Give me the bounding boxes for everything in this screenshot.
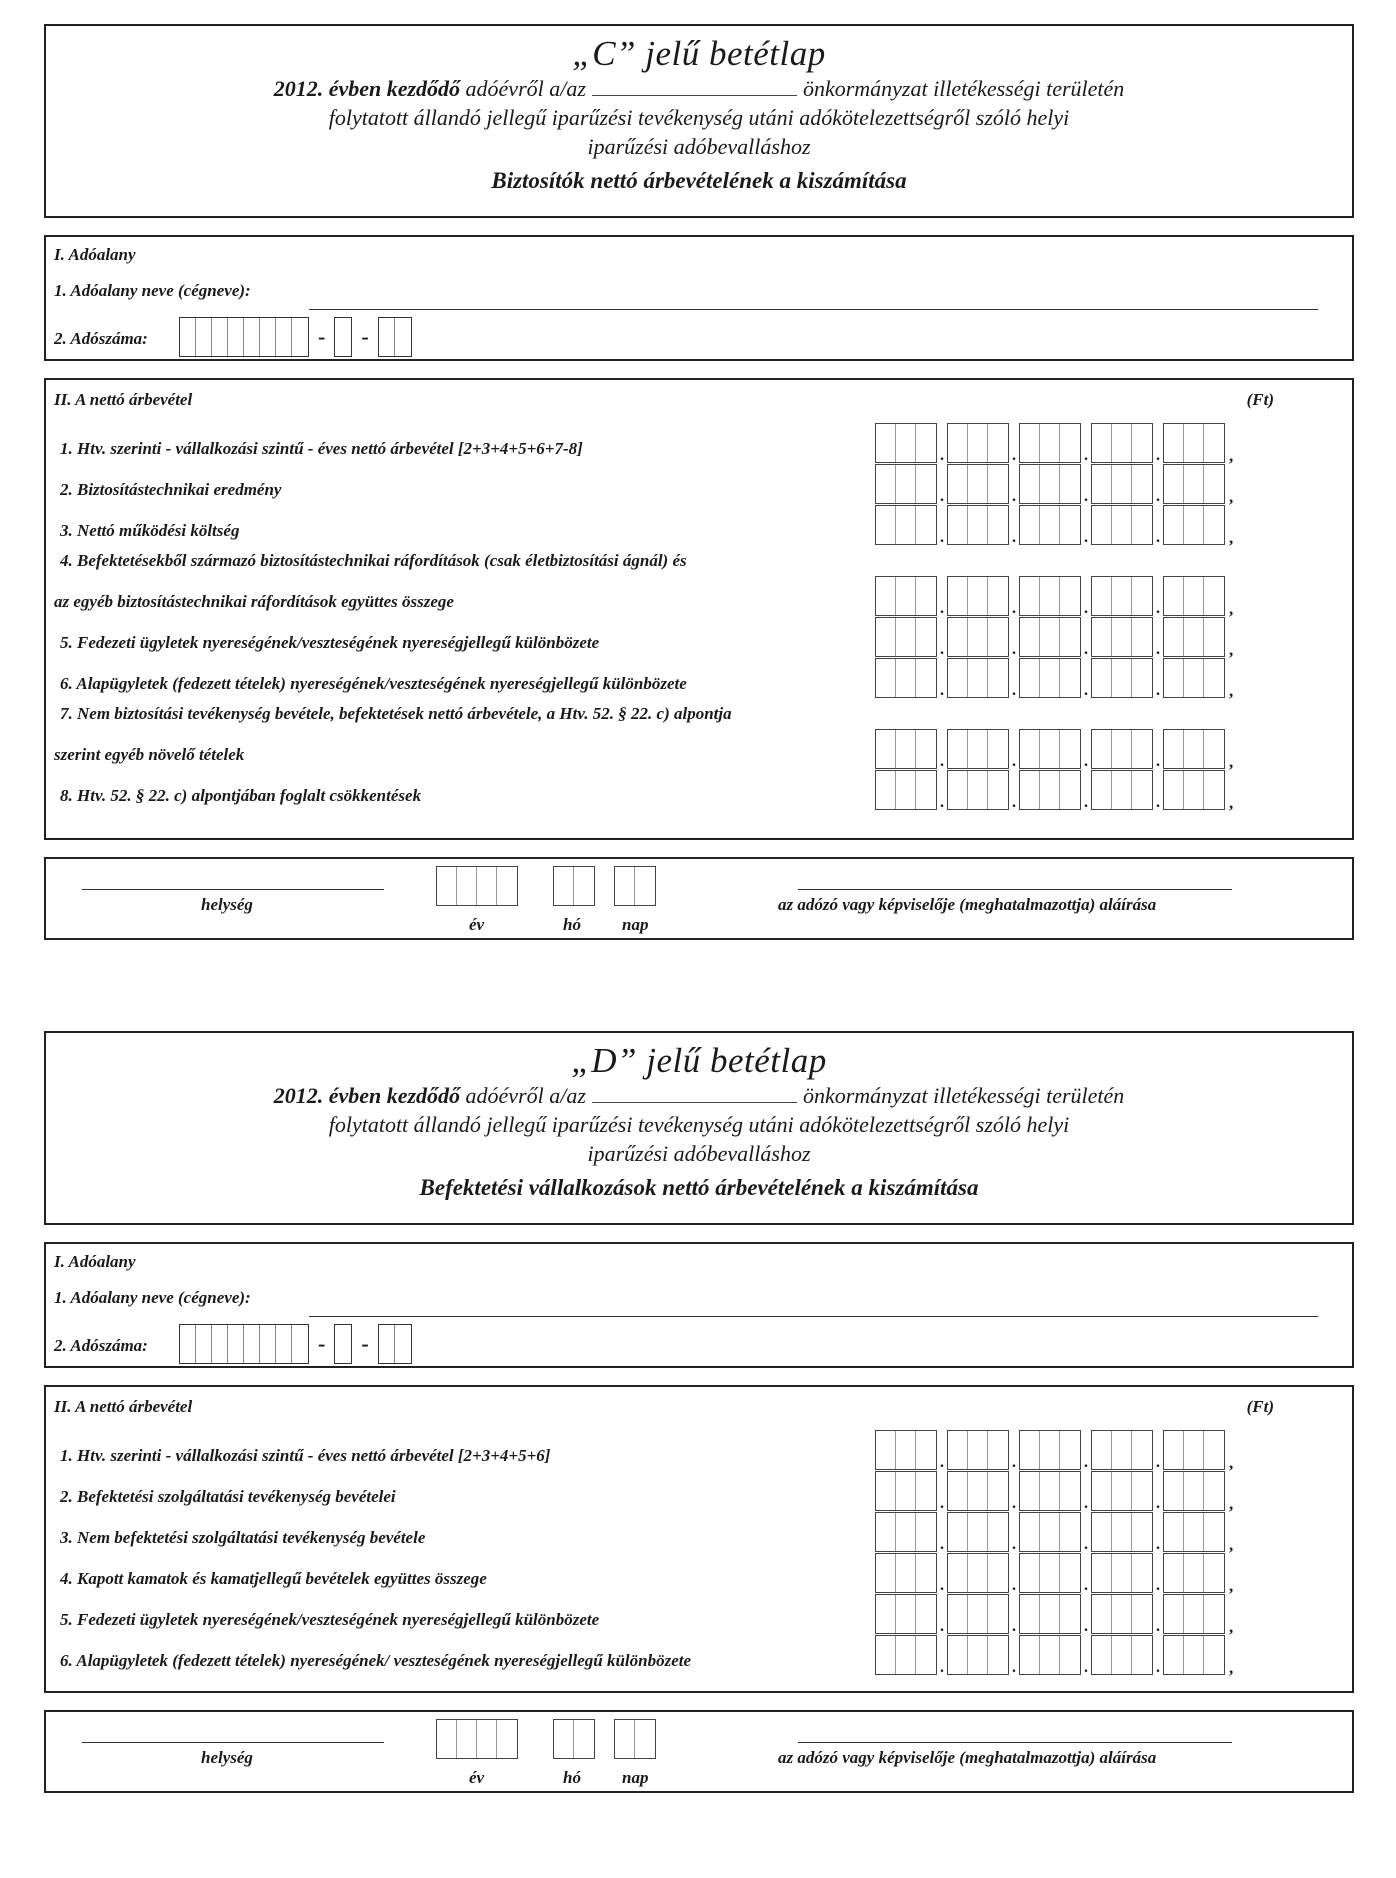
- thousands-separator: .: [1084, 1536, 1088, 1553]
- thousands-separator: .: [1084, 1577, 1088, 1594]
- place-field[interactable]: [82, 889, 384, 891]
- revenue-row: [46, 423, 1352, 463]
- digit-group[interactable]: [947, 770, 1009, 810]
- row-label: 6. Alapügyletek (fedezett tételek) nyereségének/ veszteségének nyereségjellegű különbözete: [60, 1651, 692, 1670]
- name-field[interactable]: [309, 1315, 1318, 1317]
- decimal-comma: ,: [1229, 1576, 1234, 1595]
- digit-group[interactable]: [1019, 770, 1081, 810]
- signature-section: [44, 857, 1354, 940]
- digit-group[interactable]: [875, 1594, 937, 1634]
- thousands-separator: .: [1156, 1536, 1160, 1553]
- amount-input[interactable]: [875, 1553, 1233, 1593]
- digit-group[interactable]: [1163, 464, 1225, 504]
- thousands-separator: .: [1156, 1659, 1160, 1676]
- thousands-separator: .: [1084, 1495, 1088, 1512]
- amount-input[interactable]: [875, 617, 1233, 657]
- thousands-separator: .: [1156, 794, 1160, 811]
- thousands-separator: .: [1012, 1659, 1016, 1676]
- digit-group[interactable]: [1163, 576, 1225, 616]
- row-label-continued: szerint egyéb növelő tételek: [54, 745, 245, 764]
- revenue-row: [46, 688, 1352, 728]
- thousands-separator: .: [1084, 447, 1088, 464]
- digit-group[interactable]: [1019, 464, 1081, 504]
- day-input[interactable]: [614, 1719, 656, 1759]
- thousands-separator: .: [1156, 529, 1160, 546]
- taxnum-label: 2. Adószáma:: [54, 1336, 148, 1355]
- row-label: 2. Biztosítástechnikai eredmény: [60, 480, 282, 499]
- digit-group[interactable]: [1019, 1430, 1081, 1470]
- digit-group[interactable]: [1019, 1471, 1081, 1511]
- thousands-separator: .: [1012, 600, 1016, 617]
- thousands-separator: .: [1084, 641, 1088, 658]
- thousands-separator: .: [1156, 641, 1160, 658]
- digit-group[interactable]: [1163, 1430, 1225, 1470]
- revenue-row: [46, 770, 1352, 810]
- taxnum-cells[interactable]: [179, 317, 309, 357]
- form-d: [44, 1031, 1354, 1793]
- section-title: II. A nettó árbevétel: [54, 1397, 193, 1416]
- thousands-separator: .: [1084, 1659, 1088, 1676]
- header-line-3: iparűzési adóbevalláshoz: [587, 134, 811, 159]
- form-title: „D” jelű betétlap: [571, 1041, 827, 1080]
- place-label: helység: [201, 1748, 253, 1767]
- digit-group[interactable]: [875, 464, 937, 504]
- thousands-separator: .: [940, 641, 944, 658]
- thousands-separator: .: [940, 600, 944, 617]
- row-label: 2. Befektetési szolgáltatási tevékenység bevételei: [60, 1487, 396, 1506]
- header-text: önkormányzat illetékességi területén: [802, 76, 1125, 101]
- thousands-separator: .: [1084, 753, 1088, 770]
- municipality-field[interactable]: [592, 1082, 797, 1103]
- digit-group[interactable]: [875, 576, 937, 616]
- thousands-separator: .: [1084, 488, 1088, 505]
- thousands-separator: .: [1012, 1454, 1016, 1471]
- thousands-separator: .: [1156, 1618, 1160, 1635]
- thousands-separator: .: [940, 488, 944, 505]
- revenue-row: [46, 1553, 1352, 1593]
- digit-group[interactable]: [1163, 617, 1225, 657]
- row-label: 6. Alapügyletek (fedezett tételek) nyereségének/veszteségének nyereségjellegű különbözete: [60, 674, 687, 693]
- digit-group[interactable]: [1091, 1512, 1153, 1552]
- decimal-comma: ,: [1229, 1535, 1234, 1554]
- decimal-comma: ,: [1229, 681, 1234, 700]
- revenue-row: [46, 617, 1352, 657]
- decimal-comma: ,: [1229, 752, 1234, 771]
- row-label: 3. Nem befektetési szolgáltatási tevékenység bevétele: [60, 1528, 426, 1547]
- thousands-separator: .: [1156, 753, 1160, 770]
- thousands-separator: .: [1012, 529, 1016, 546]
- taxnum-cells[interactable]: [179, 1324, 309, 1364]
- digit-group[interactable]: [1019, 1594, 1081, 1634]
- row-label: 1. Htv. szerinti - vállalkozási szintű - éves nettó árbevétel [2+3+4+5+6+7-8]: [60, 439, 583, 458]
- amount-input[interactable]: [875, 729, 1233, 769]
- digit-group[interactable]: [1019, 1512, 1081, 1552]
- name-field[interactable]: [309, 308, 1318, 310]
- signature-field[interactable]: [798, 889, 1232, 891]
- thousands-separator: .: [940, 1536, 944, 1553]
- dash: -: [318, 1331, 326, 1356]
- year-input[interactable]: [436, 1719, 518, 1759]
- header-text: adóévről a/az: [465, 1083, 586, 1108]
- taxnum-label: 2. Adószáma:: [54, 329, 148, 348]
- thousands-separator: .: [1084, 600, 1088, 617]
- decimal-comma: ,: [1229, 599, 1234, 618]
- thousands-separator: .: [1084, 1454, 1088, 1471]
- digit-group[interactable]: [875, 617, 937, 657]
- amount-input[interactable]: [875, 1471, 1233, 1511]
- form-title: „C” jelű betétlap: [572, 34, 826, 73]
- row-label: 5. Fedezeti ügyletek nyereségének/veszteségének nyereségjellegű különbözete: [60, 1610, 600, 1629]
- digit-group[interactable]: [875, 1512, 937, 1552]
- digit-group[interactable]: [1019, 576, 1081, 616]
- decimal-comma: ,: [1229, 793, 1234, 812]
- thousands-separator: .: [1012, 753, 1016, 770]
- year-label: év: [469, 915, 485, 934]
- thousands-separator: .: [1012, 1536, 1016, 1553]
- thousands-separator: .: [1012, 1495, 1016, 1512]
- thousands-separator: .: [1012, 488, 1016, 505]
- thousands-separator: .: [1156, 682, 1160, 699]
- digit-group[interactable]: [1019, 729, 1081, 769]
- digit-group[interactable]: [1163, 423, 1225, 463]
- header-line-1: [46, 74, 1352, 103]
- digit-group[interactable]: [1019, 1553, 1081, 1593]
- header-line-1: [46, 1081, 1352, 1110]
- header-line-2: folytatott állandó jellegű iparűzési tevékenység utáni adókötelezettségről szóló helyi: [328, 1112, 1070, 1137]
- header-text: önkormányzat illetékességi területén: [802, 1083, 1125, 1108]
- thousands-separator: .: [1156, 1577, 1160, 1594]
- revenue-row: [46, 1594, 1352, 1634]
- thousands-separator: .: [940, 1454, 944, 1471]
- name-label: 1. Adóalany neve (cégneve):: [54, 281, 251, 300]
- taxnum-cells[interactable]: [378, 1324, 412, 1364]
- digit-group[interactable]: [875, 729, 937, 769]
- revenue-section: [44, 1385, 1354, 1693]
- amount-input[interactable]: [875, 1594, 1233, 1634]
- thousands-separator: .: [1084, 529, 1088, 546]
- digit-group[interactable]: [1091, 1594, 1153, 1634]
- decimal-comma: ,: [1229, 446, 1234, 465]
- thousands-separator: .: [1012, 682, 1016, 699]
- thousands-separator: .: [1156, 1495, 1160, 1512]
- revenue-row: [46, 1430, 1352, 1470]
- revenue-row: [46, 729, 1352, 769]
- digit-group[interactable]: [875, 1553, 937, 1593]
- amount-input[interactable]: [875, 576, 1233, 616]
- thousands-separator: .: [940, 529, 944, 546]
- digit-group[interactable]: [947, 423, 1009, 463]
- digit-group[interactable]: [1091, 1430, 1153, 1470]
- row-label-continued: az egyéb biztosítástechnikai ráfordítások együttes összege: [54, 592, 454, 611]
- digit-group[interactable]: [1163, 770, 1225, 810]
- digit-group[interactable]: [1091, 464, 1153, 504]
- revenue-section: [44, 378, 1354, 840]
- digit-group[interactable]: [1163, 1594, 1225, 1634]
- dash: -: [361, 1331, 369, 1356]
- decimal-comma: ,: [1229, 1453, 1234, 1472]
- day-label: nap: [622, 915, 649, 934]
- digit-group[interactable]: [947, 1553, 1009, 1593]
- amount-input[interactable]: [875, 1430, 1233, 1470]
- section-title: II. A nettó árbevétel: [54, 390, 193, 409]
- thousands-separator: .: [940, 682, 944, 699]
- row-label: 8. Htv. 52. § 22. c) alpontjában foglalt csökkentések: [60, 786, 422, 805]
- thousands-separator: .: [1156, 488, 1160, 505]
- digit-group[interactable]: [875, 1471, 937, 1511]
- digit-group[interactable]: [1091, 770, 1153, 810]
- digit-group[interactable]: [1019, 1635, 1081, 1675]
- revenue-row: [46, 464, 1352, 504]
- thousands-separator: .: [940, 1618, 944, 1635]
- digit-group[interactable]: [947, 1512, 1009, 1552]
- row-label: 1. Htv. szerinti - vállalkozási szintű - éves nettó árbevétel [2+3+4+5+6]: [60, 1446, 551, 1465]
- digit-group[interactable]: [1091, 423, 1153, 463]
- thousands-separator: .: [940, 447, 944, 464]
- revenue-row: [46, 535, 1352, 575]
- digit-group[interactable]: [1019, 423, 1081, 463]
- taxnum-field[interactable]: [179, 317, 412, 357]
- thousands-separator: .: [1084, 794, 1088, 811]
- decimal-comma: ,: [1229, 1617, 1234, 1636]
- taxnum-cells[interactable]: [378, 317, 412, 357]
- signature-label: az adózó vagy képviselője (meghatalmazottja) aláírása: [778, 1748, 1157, 1767]
- digit-group[interactable]: [947, 617, 1009, 657]
- form-header: [44, 24, 1354, 218]
- taxnum-field[interactable]: [179, 1324, 412, 1364]
- decimal-comma: ,: [1229, 487, 1234, 506]
- name-label: 1. Adóalany neve (cégneve):: [54, 1288, 251, 1307]
- signature-label: az adózó vagy képviselője (meghatalmazottja) aláírása: [778, 895, 1157, 914]
- revenue-row: [46, 1471, 1352, 1511]
- year-text: 2012. évben kezdődő: [273, 1083, 461, 1108]
- signature-section: [44, 1710, 1354, 1793]
- revenue-row: [46, 1635, 1352, 1675]
- thousands-separator: .: [1012, 1618, 1016, 1635]
- digit-group[interactable]: [1091, 576, 1153, 616]
- digit-group[interactable]: [1019, 617, 1081, 657]
- digit-group[interactable]: [947, 576, 1009, 616]
- amount-input[interactable]: [875, 770, 1233, 810]
- thousands-separator: .: [1084, 682, 1088, 699]
- section-title: I. Adóalany: [54, 1252, 136, 1271]
- digit-group[interactable]: [1091, 1553, 1153, 1593]
- row-label: 4. Befektetésekből származó biztosítástechnikai ráfordítások (csak életbiztosítási ágnál) és: [60, 551, 687, 570]
- digit-group[interactable]: [1091, 1635, 1153, 1675]
- digit-group[interactable]: [947, 1430, 1009, 1470]
- decimal-comma: ,: [1229, 1494, 1234, 1513]
- digit-group[interactable]: [875, 770, 937, 810]
- section-title: I. Adóalany: [54, 245, 136, 264]
- thousands-separator: .: [1012, 794, 1016, 811]
- digit-group[interactable]: [875, 1430, 937, 1470]
- row-label: 4. Kapott kamatok és kamatjellegű bevételek együttes összege: [60, 1569, 487, 1588]
- header-line-2: folytatott állandó jellegű iparűzési tevékenység utáni adókötelezettségről szóló helyi: [328, 105, 1070, 130]
- taxnum-cells[interactable]: [334, 1324, 352, 1364]
- digit-group[interactable]: [1163, 729, 1225, 769]
- decimal-comma: ,: [1229, 528, 1234, 547]
- amount-input[interactable]: [875, 423, 1233, 463]
- row-label: 3. Nettó működési költség: [60, 521, 240, 540]
- digit-group[interactable]: [1163, 1553, 1225, 1593]
- digit-group[interactable]: [1163, 1512, 1225, 1552]
- taxpayer-section: [44, 1242, 1354, 1368]
- decimal-comma: ,: [1229, 1658, 1234, 1677]
- header-text: adóévről a/az: [465, 76, 586, 101]
- year-input[interactable]: [436, 866, 518, 906]
- dash: -: [361, 324, 369, 349]
- thousands-separator: .: [1156, 447, 1160, 464]
- revenue-row: [46, 1512, 1352, 1552]
- month-label: hó: [563, 1768, 581, 1787]
- decimal-comma: ,: [1229, 640, 1234, 659]
- month-input[interactable]: [553, 1719, 595, 1759]
- amount-input[interactable]: [875, 464, 1233, 504]
- thousands-separator: .: [940, 794, 944, 811]
- thousands-separator: .: [1012, 447, 1016, 464]
- form-c: [44, 24, 1354, 940]
- thousands-separator: .: [1156, 600, 1160, 617]
- thousands-separator: .: [1084, 1618, 1088, 1635]
- thousands-separator: .: [1012, 641, 1016, 658]
- day-label: nap: [622, 1768, 649, 1787]
- row-label: 5. Fedezeti ügyletek nyereségének/veszteségének nyereségjellegű különbözete: [60, 633, 600, 652]
- digit-group[interactable]: [1091, 729, 1153, 769]
- thousands-separator: .: [940, 753, 944, 770]
- digit-group[interactable]: [947, 729, 1009, 769]
- amount-input[interactable]: [875, 1512, 1233, 1552]
- year-text: 2012. évben kezdődő: [273, 76, 461, 101]
- place-field[interactable]: [82, 1742, 384, 1744]
- thousands-separator: .: [940, 1577, 944, 1594]
- revenue-row: [46, 576, 1352, 616]
- dash: -: [318, 324, 326, 349]
- digit-group[interactable]: [947, 464, 1009, 504]
- amount-input[interactable]: [875, 1635, 1233, 1675]
- day-input[interactable]: [614, 866, 656, 906]
- unit-label: (Ft): [1246, 390, 1274, 409]
- row-label: 7. Nem biztosítási tevékenység bevétele, befektetések nettó árbevétele, a Htv. 52. § 22. c) alpontja: [60, 704, 732, 723]
- header-line-3: iparűzési adóbevalláshoz: [587, 1141, 811, 1166]
- digit-group[interactable]: [875, 423, 937, 463]
- month-input[interactable]: [553, 866, 595, 906]
- thousands-separator: .: [1012, 1577, 1016, 1594]
- place-label: helység: [201, 895, 253, 914]
- unit-label: (Ft): [1246, 1397, 1274, 1416]
- digit-group[interactable]: [947, 1635, 1009, 1675]
- signature-field[interactable]: [798, 1742, 1232, 1744]
- digit-group[interactable]: [1091, 617, 1153, 657]
- form-subtitle: Befektetési vállalkozások nettó árbevételének a kiszámítása: [419, 1175, 979, 1200]
- municipality-field[interactable]: [592, 75, 797, 96]
- digit-group[interactable]: [1163, 1471, 1225, 1511]
- form-header: [44, 1031, 1354, 1225]
- thousands-separator: .: [1156, 1454, 1160, 1471]
- taxpayer-section: [44, 235, 1354, 361]
- digit-group[interactable]: [947, 1594, 1009, 1634]
- year-label: év: [469, 1768, 485, 1787]
- month-label: hó: [563, 915, 581, 934]
- taxnum-cells[interactable]: [334, 317, 352, 357]
- digit-group[interactable]: [947, 1471, 1009, 1511]
- digit-group[interactable]: [1163, 1635, 1225, 1675]
- thousands-separator: .: [940, 1659, 944, 1676]
- thousands-separator: .: [940, 1495, 944, 1512]
- digit-group[interactable]: [875, 1635, 937, 1675]
- digit-group[interactable]: [1091, 1471, 1153, 1511]
- form-subtitle: Biztosítók nettó árbevételének a kiszámítása: [491, 168, 907, 193]
